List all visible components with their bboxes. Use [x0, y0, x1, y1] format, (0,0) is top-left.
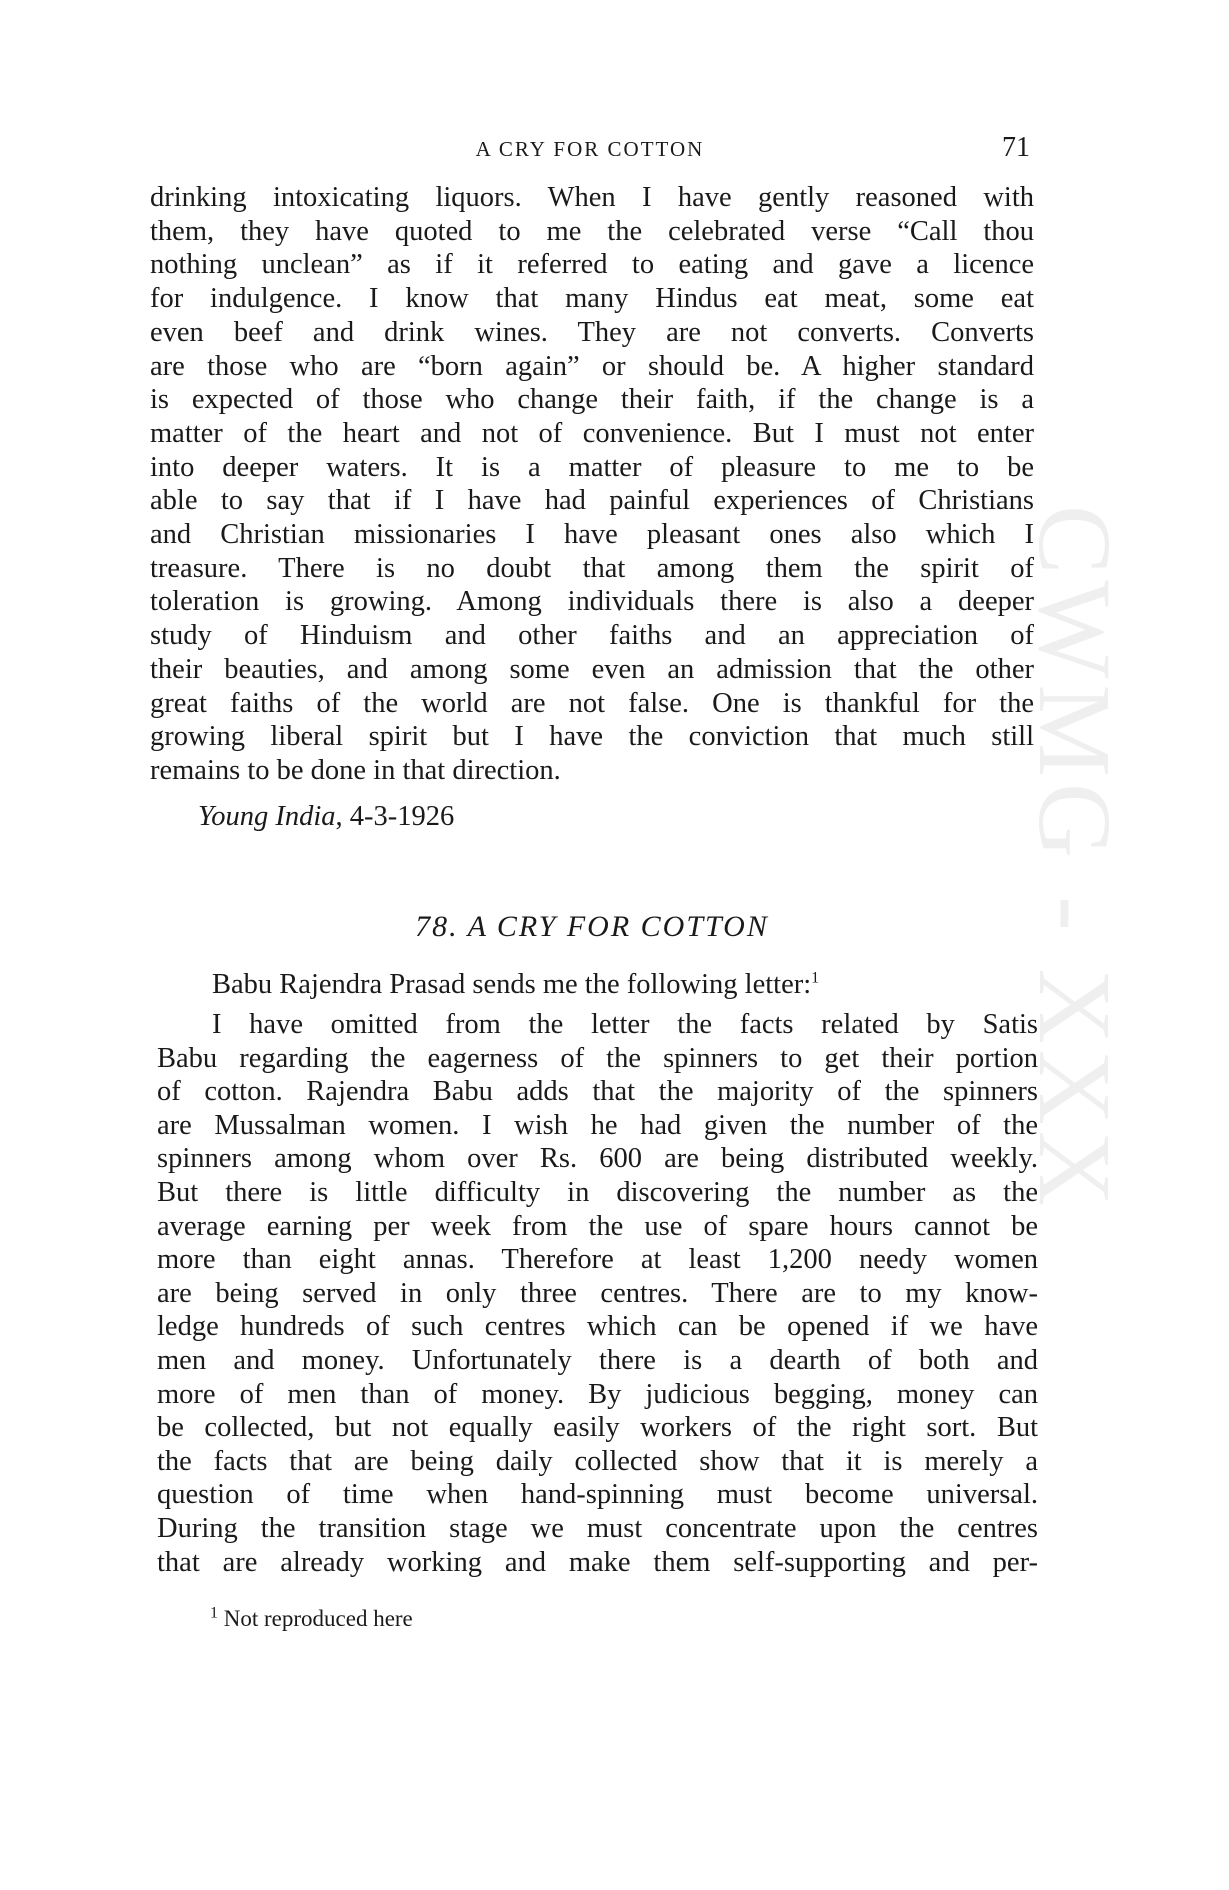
text-line: matter of the heart and not of convenience. But I must not enter	[150, 417, 1034, 449]
text-line: into deeper waters. It is a matter of pleasure to me to be	[150, 451, 1034, 483]
text-line: treasure. There is no doubt that among them the spirit of	[150, 552, 1034, 584]
text-line: remains to be done in that direction.	[150, 754, 561, 786]
text-line: more than eight annas. Therefore at least 1,200 needy women	[157, 1244, 1038, 1276]
text-line: question of time when hand-spinning must become universal.	[157, 1479, 1038, 1511]
text-line: study of Hinduism and other faiths and an appreciation of	[150, 620, 1034, 652]
text-line: is expected of those who change their faith, if the change is a	[150, 384, 1034, 416]
page-number: 71	[1002, 132, 1030, 163]
text-line: toleration is growing. Among individuals there is also a deeper	[150, 586, 1034, 618]
source-publication: Young India	[198, 801, 336, 832]
text-line: them, they have quoted to me the celebrated verse “Call thou	[150, 215, 1034, 247]
text-line: of cotton. Rajendra Babu adds that the majority of the spinners	[157, 1076, 1038, 1108]
running-head	[150, 132, 1030, 172]
text-line: men and money. Unfortunately there is a dearth of both and	[157, 1344, 1038, 1376]
text-line: great faiths of the world are not false. One is thankful for the	[150, 687, 1034, 719]
text-line: that are already working and make them self-supporting and per-	[157, 1546, 1038, 1578]
source-citation	[198, 800, 454, 834]
text-line: drinking intoxicating liquors. When I have gently reasoned with	[150, 182, 1034, 213]
text-line: But there is little difficulty in discovering the number as the	[157, 1176, 1038, 1208]
text-line: able to say that if I have had painful experiences of Christians	[150, 485, 1034, 517]
footnote-reference: 1	[811, 969, 820, 987]
footnote-text: Not reproduced here	[223, 1606, 413, 1631]
text-line: for indulgence. I know that many Hindus eat meat, some eat	[150, 283, 1034, 315]
footnote	[210, 1604, 413, 1634]
article-title: 78. A CRY FOR COTTON	[415, 910, 769, 943]
text-line: the facts that are being daily collected show that it is merely a	[157, 1445, 1038, 1477]
text-line: are being served in only three centres. There are to my know-	[157, 1277, 1038, 1309]
previous-article-body	[150, 181, 1034, 788]
text-line: growing liberal spirit but I have the conviction that much still	[150, 721, 1034, 753]
article-intro	[212, 968, 819, 1002]
running-title: A CRY FOR COTTON	[475, 137, 705, 161]
text-line: I have omitted from the letter the facts related by Satis	[212, 1009, 1038, 1040]
text-line: their beauties, and among some even an admission that the other	[150, 653, 1034, 685]
source-date: , 4-3-1926	[335, 801, 455, 832]
text-line: Babu regarding the eagerness of the spinners to get their portion	[157, 1042, 1038, 1074]
text-line: spinners among whom over Rs. 600 are being distributed weekly.	[157, 1143, 1038, 1175]
text-line: are Mussalman women. I wish he had given the number of the	[157, 1109, 1038, 1141]
text-line: nothing unclean” as if it referred to eating and gave a licence	[150, 249, 1034, 281]
text-line: even beef and drink wines. They are not converts. Converts	[150, 316, 1034, 348]
article-body	[157, 1008, 1038, 1579]
text-line: and Christian missionaries I have pleasant ones also which I	[150, 519, 1034, 551]
text-line: be collected, but not equally easily workers of the right sort. But	[157, 1412, 1038, 1444]
text-line: more of men than of money. By judicious begging, money can	[157, 1378, 1038, 1410]
text-line: average earning per week from the use of spare hours cannot be	[157, 1210, 1038, 1242]
footnote-marker: 1	[210, 1604, 218, 1622]
intro-text: Babu Rajendra Prasad sends me the following letter:	[212, 969, 812, 1000]
text-line: ledge hundreds of such centres which can be opened if we have	[157, 1311, 1038, 1343]
watermark-text: CWMG - XXX	[1017, 505, 1132, 1213]
text-line: are those who are “born again” or should be. A higher standard	[150, 350, 1034, 382]
text-line: During the transition stage we must concentrate upon the centres	[157, 1512, 1038, 1544]
